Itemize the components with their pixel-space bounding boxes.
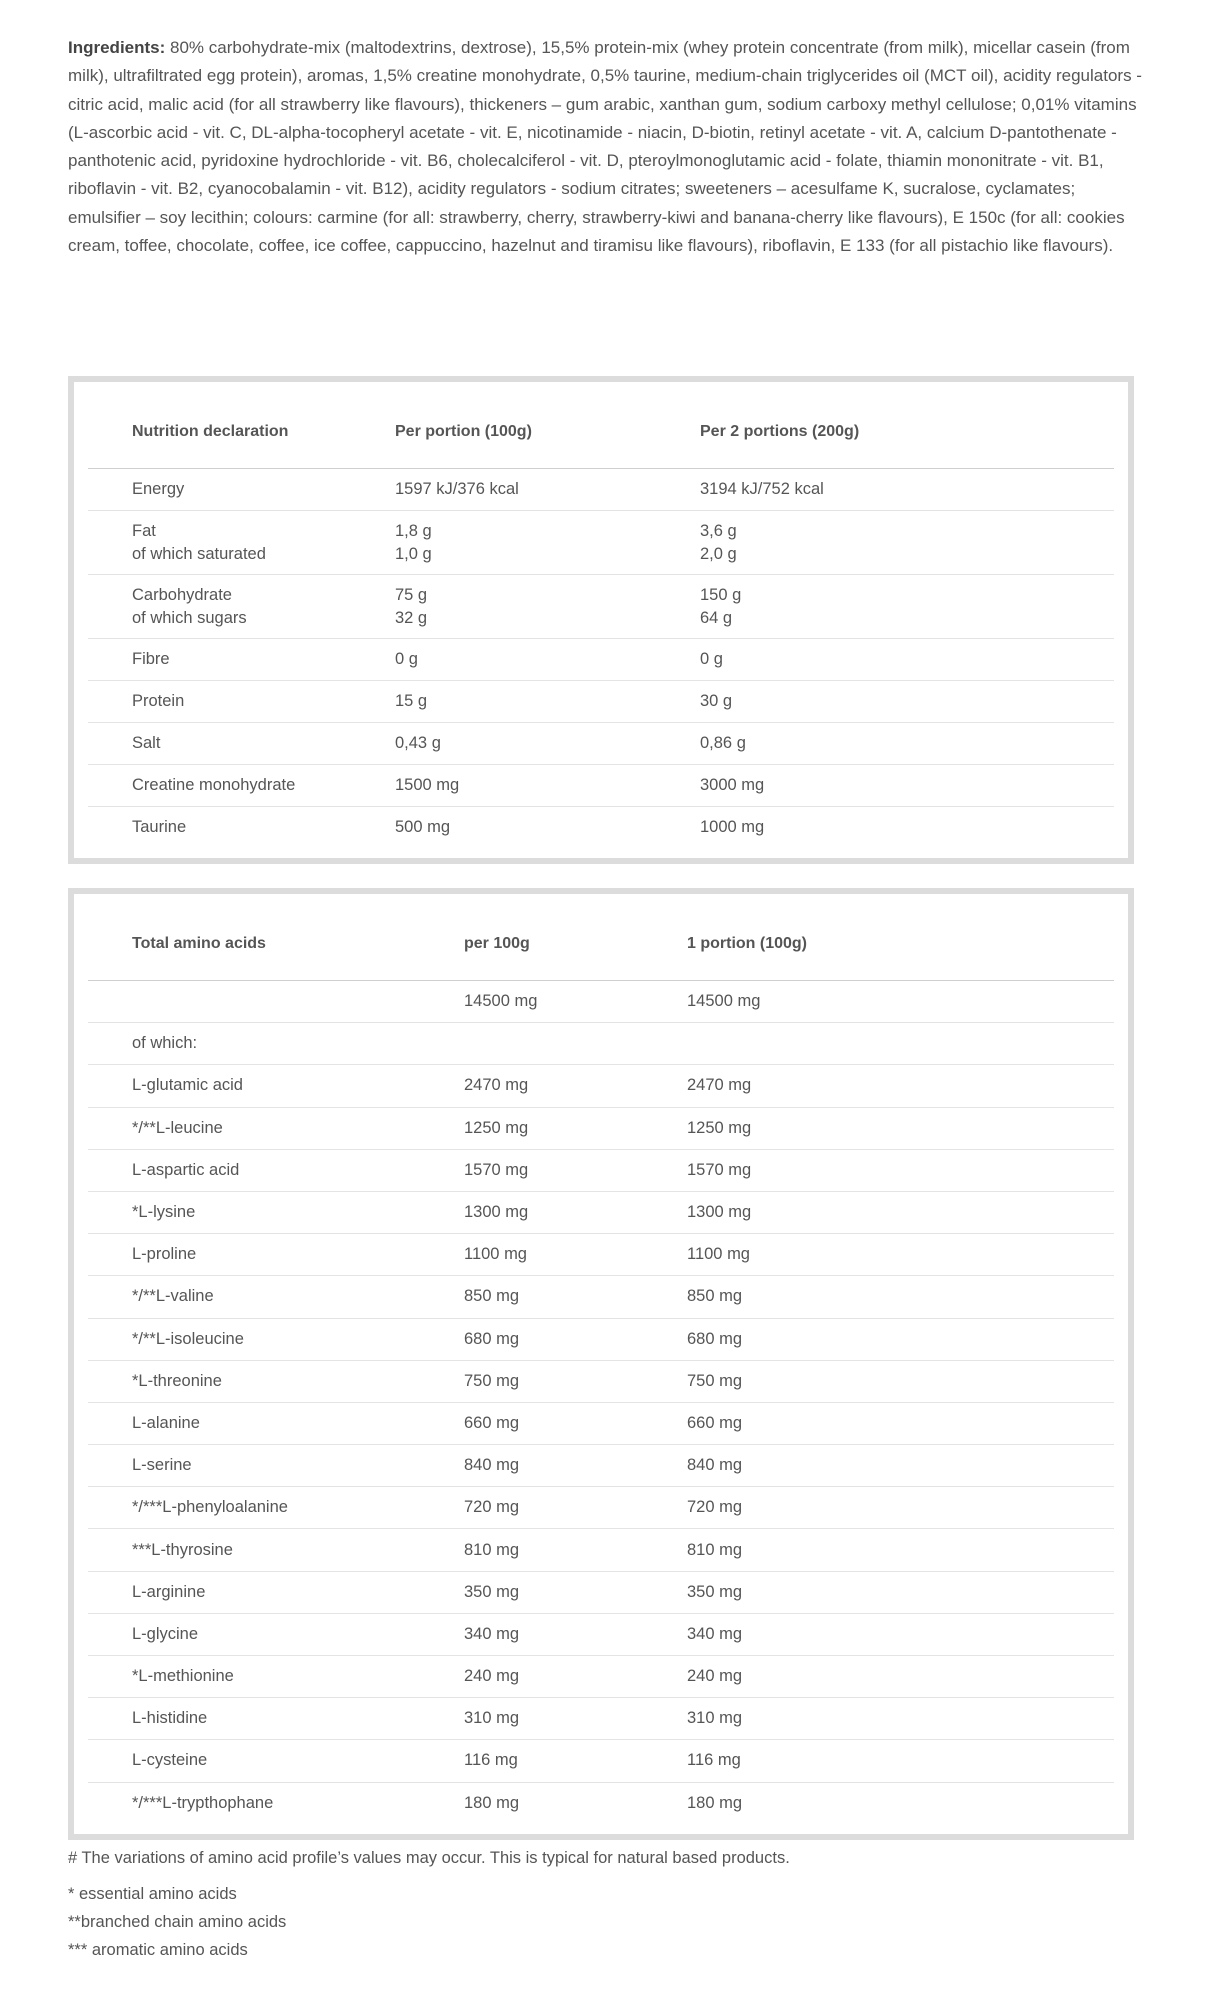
nutrition-row	[88, 765, 1114, 807]
amino-name-value: of which:	[132, 1034, 198, 1053]
amino-name	[88, 1529, 464, 1571]
amino-row	[88, 1023, 1114, 1065]
amino-name	[88, 1613, 464, 1655]
amino-per-100g-value-value: 840 mg	[464, 1456, 520, 1475]
amino-row	[88, 981, 1114, 1023]
amino-per-100g-value	[464, 1107, 687, 1149]
amino-name	[88, 1402, 464, 1444]
nutrition-panel	[68, 376, 1134, 864]
nutrition-header-declaration: Nutrition declaration	[88, 396, 395, 469]
per-2-portions-value	[700, 639, 1114, 681]
amino-portion-value	[687, 1149, 1114, 1191]
nutrition-header-per-portion: Per portion (100g)	[395, 396, 700, 469]
per-portion-value-value: 0 g	[395, 650, 418, 668]
amino-name-value: L-histidine	[132, 1709, 208, 1728]
amino-name-value: L-cysteine	[132, 1751, 208, 1770]
per-portion-value	[395, 723, 700, 765]
amino-per-100g-value	[464, 1529, 687, 1571]
per-portion-value	[395, 681, 700, 723]
amino-name	[88, 1149, 464, 1191]
per-portion-value	[395, 765, 700, 807]
amino-name	[88, 1107, 464, 1149]
per-2-portions-value-sub-value: 2,0 g	[700, 544, 737, 563]
amino-row	[88, 1782, 1114, 1824]
amino-row	[88, 1318, 1114, 1360]
amino-portion-value	[687, 1445, 1114, 1487]
amino-name	[88, 981, 464, 1023]
amino-portion-value-value: 1570 mg	[687, 1160, 752, 1179]
amino-per-100g-value	[464, 1402, 687, 1444]
amino-row	[88, 1276, 1114, 1318]
amino-portion-value-value: 240 mg	[687, 1667, 743, 1686]
amino-portion-value-value: 14500 mg	[687, 992, 761, 1011]
nutrient-name	[88, 469, 395, 511]
amino-per-100g-value-value: 116 mg	[464, 1751, 518, 1770]
nutrient-name-value: Taurine	[132, 818, 187, 836]
amino-name	[88, 1656, 464, 1698]
amino-portion-value-value: 680 mg	[687, 1329, 743, 1348]
amino-per-100g-value-value: 240 mg	[464, 1667, 520, 1686]
amino-name-value: L-alanine	[132, 1413, 200, 1432]
amino-row	[88, 1445, 1114, 1487]
nutrient-name-value: Carbohydrate	[132, 585, 232, 604]
per-portion-value-value: 1,8 g	[395, 521, 432, 540]
amino-portion-value-value: 1300 mg	[687, 1203, 752, 1222]
amino-portion-value	[687, 1571, 1114, 1613]
amino-per-100g-value-value: 750 mg	[464, 1371, 520, 1390]
amino-name-value: */**L-valine	[132, 1287, 214, 1306]
nutrient-name-value: Creatine monohydrate	[132, 776, 296, 794]
nutrition-body	[88, 469, 1114, 849]
amino-per-100g-value-value: 340 mg	[464, 1624, 520, 1643]
nutrition-row	[88, 639, 1114, 681]
per-2-portions-value-value: 3,6 g	[700, 521, 737, 540]
per-2-portions-value-sub-value: 64 g	[700, 608, 733, 627]
amino-portion-value-value: 810 mg	[687, 1540, 743, 1559]
per-2-portions-value-value: 150 g	[700, 585, 742, 604]
amino-header-total: Total amino acids	[88, 908, 464, 981]
nutrition-row	[88, 723, 1114, 765]
amino-per-100g-value	[464, 1445, 687, 1487]
amino-name-value: ***L-thyrosine	[132, 1540, 233, 1559]
amino-per-100g-value	[464, 1656, 687, 1698]
nutrition-header-per-2-portions: Per 2 portions (200g)	[700, 396, 1114, 469]
amino-name-value: *L-threonine	[132, 1371, 222, 1390]
per-portion-value	[395, 469, 700, 511]
amino-name	[88, 1234, 464, 1276]
amino-per-100g-value-value: 680 mg	[464, 1329, 520, 1348]
amino-per-100g-value	[464, 1613, 687, 1655]
amino-name-value: L-proline	[132, 1245, 197, 1264]
amino-portion-value-value: 840 mg	[687, 1456, 743, 1475]
per-portion-value	[395, 639, 700, 681]
amino-portion-value-value: 750 mg	[687, 1371, 743, 1390]
amino-per-100g-value	[464, 1065, 687, 1107]
nutrition-table	[88, 396, 1114, 848]
amino-header-portion: 1 portion (100g)	[687, 908, 1114, 981]
nutrient-name-value: Energy	[132, 480, 185, 498]
amino-name-value: L-serine	[132, 1456, 192, 1475]
amino-portion-value	[687, 1613, 1114, 1655]
amino-row	[88, 1360, 1114, 1402]
amino-portion-value-value: 660 mg	[687, 1413, 743, 1432]
amino-row	[88, 1234, 1114, 1276]
nutrient-name	[88, 575, 395, 639]
amino-name	[88, 1276, 464, 1318]
amino-portion-value	[687, 1234, 1114, 1276]
nutrient-name-value: Fat	[132, 521, 156, 540]
per-2-portions-value-value: 3000 mg	[700, 776, 765, 794]
nutrition-row	[88, 469, 1114, 511]
per-2-portions-value-value: 0 g	[700, 650, 723, 668]
amino-per-100g-value-value: 1250 mg	[464, 1118, 529, 1137]
amino-per-100g-value	[464, 1571, 687, 1613]
amino-per-100g-value-value: 14500 mg	[464, 992, 538, 1011]
nutrient-name-value: Protein	[132, 692, 185, 710]
per-portion-value-value: 1500 mg	[395, 776, 460, 794]
amino-portion-value	[687, 1782, 1114, 1824]
amino-name-value: *L-methionine	[132, 1667, 234, 1686]
amino-row	[88, 1191, 1114, 1233]
amino-name	[88, 1318, 464, 1360]
amino-per-100g-value	[464, 1740, 687, 1782]
per-2-portions-value	[700, 681, 1114, 723]
per-portion-value-value: 75 g	[395, 585, 428, 604]
amino-name-value: */**L-isoleucine	[132, 1329, 244, 1348]
amino-name	[88, 1740, 464, 1782]
amino-portion-value	[687, 1698, 1114, 1740]
amino-row	[88, 1402, 1114, 1444]
nutrient-name	[88, 511, 395, 575]
per-2-portions-value	[700, 807, 1114, 849]
amino-per-100g-value	[464, 1276, 687, 1318]
amino-header-row	[88, 908, 1114, 981]
variation-note: # The variations of amino acid profile’s values may occur. This is typical for natural based products.	[68, 1849, 790, 1867]
amino-per-100g-value-value: 810 mg	[464, 1540, 520, 1559]
amino-row	[88, 1571, 1114, 1613]
amino-name-value: L-arginine	[132, 1582, 206, 1601]
amino-per-100g-value-value: 1100 mg	[464, 1245, 527, 1264]
amino-per-100g-value-value: 350 mg	[464, 1582, 520, 1601]
per-2-portions-value-value: 3194 kJ/752 kcal	[700, 480, 824, 498]
aromatic-note: *** aromatic amino acids	[68, 1941, 248, 1959]
amino-row	[88, 1149, 1114, 1191]
nutrient-name	[88, 807, 395, 849]
amino-name-value: */**L-leucine	[132, 1118, 223, 1137]
amino-portion-value-value: 180 mg	[687, 1793, 743, 1812]
nutrient-name-sub-value: of which sugars	[132, 608, 247, 627]
amino-portion-value	[687, 1402, 1114, 1444]
amino-per-100g-value-value: 720 mg	[464, 1498, 520, 1517]
per-portion-value	[395, 511, 700, 575]
amino-row	[88, 1740, 1114, 1782]
amino-row	[88, 1613, 1114, 1655]
per-2-portions-value	[700, 575, 1114, 639]
nutrition-row	[88, 807, 1114, 849]
amino-name	[88, 1571, 464, 1613]
nutrition-header-row	[88, 396, 1114, 469]
per-portion-value-value: 500 mg	[395, 818, 451, 836]
amino-table	[88, 908, 1114, 1824]
per-portion-value-value: 1597 kJ/376 kcal	[395, 480, 519, 498]
amino-per-100g-value-value: 180 mg	[464, 1793, 520, 1812]
amino-header-per-100g: per 100g	[464, 908, 687, 981]
amino-portion-value	[687, 1487, 1114, 1529]
amino-portion-value	[687, 1360, 1114, 1402]
amino-portion-value-value: 310 mg	[687, 1709, 743, 1728]
amino-portion-value-value: 116 mg	[687, 1751, 741, 1770]
amino-name	[88, 1445, 464, 1487]
amino-per-100g-value-value: 310 mg	[464, 1709, 520, 1728]
amino-name-value: L-aspartic acid	[132, 1160, 240, 1179]
amino-portion-value	[687, 1065, 1114, 1107]
amino-per-100g-value	[464, 1149, 687, 1191]
nutrition-row	[88, 511, 1114, 575]
nutrient-name	[88, 681, 395, 723]
amino-row	[88, 1698, 1114, 1740]
per-2-portions-value-value: 0,86 g	[700, 734, 746, 752]
nutrient-name-value: Salt	[132, 734, 161, 752]
amino-per-100g-value	[464, 1360, 687, 1402]
amino-per-100g-value-value: 660 mg	[464, 1413, 520, 1432]
amino-portion-value	[687, 1529, 1114, 1571]
amino-row	[88, 1529, 1114, 1571]
branched-note: **branched chain amino acids	[68, 1913, 287, 1931]
amino-portion-value-value: 720 mg	[687, 1498, 743, 1517]
per-portion-value-value: 0,43 g	[395, 734, 441, 752]
amino-per-100g-value	[464, 1782, 687, 1824]
per-portion-value	[395, 575, 700, 639]
amino-row	[88, 1107, 1114, 1149]
amino-row	[88, 1656, 1114, 1698]
amino-name-value: *L-lysine	[132, 1203, 196, 1222]
ingredients-label: Ingredients:	[68, 38, 166, 57]
amino-portion-value-value: 1100 mg	[687, 1245, 750, 1264]
amino-name-value: */***L-phenyloalanine	[132, 1498, 288, 1517]
nutrition-row	[88, 575, 1114, 639]
amino-name	[88, 1360, 464, 1402]
amino-per-100g-value	[464, 1487, 687, 1529]
per-2-portions-value	[700, 469, 1114, 511]
amino-portion-value	[687, 1276, 1114, 1318]
per-2-portions-value	[700, 723, 1114, 765]
amino-portion-value	[687, 1318, 1114, 1360]
ingredients-paragraph	[68, 34, 1148, 260]
amino-portion-value-value: 1250 mg	[687, 1118, 752, 1137]
per-portion-value-value: 15 g	[395, 692, 428, 710]
amino-name-value: L-glycine	[132, 1624, 199, 1643]
nutrient-name	[88, 723, 395, 765]
per-2-portions-value-value: 30 g	[700, 692, 733, 710]
amino-per-100g-value-value: 1570 mg	[464, 1160, 529, 1179]
amino-portion-value	[687, 1656, 1114, 1698]
amino-portion-value	[687, 1023, 1114, 1065]
amino-per-100g-value-value: 1300 mg	[464, 1203, 529, 1222]
ingredients-text: 80% carbohydrate-mix (maltodextrins, dextrose), 15,5% protein-mix (whey protein concentrate (from milk), micellar casein (from milk), ultrafiltrated egg protein), aromas, 1,5% creatine monohydrate, 0,5% taurine, medium-chain triglycerides oil (MCT oil), acidity regulators - citric acid, malic acid (for all strawberry like flavours), thickeners – gum arabic, xanthan gum, sodium carboxy methyl cellulose; 0,01% vitamins (L-ascorbic acid - vit. C, DL-alpha-tocopheryl acetate - vit. E, nicotinamide - niacin, D-biotin, retinyl acetate - vit. A, calcium D-pantothenate - panthotenic acid, pyridoxine hydrochloride - vit. B6, cholecalciferol - vit. D, pteroylmonoglutamic acid - folate, thiamin mononitrate - vit. B1, riboflavin - vit. B2, cyanocobalamin - vit. B12), acidity regulators - sodium citrates; sweeteners – acesulfame K, sucralose, cyclamates; emulsifier – soy lecithin; colours: carmine (for all: strawberry, cherry, strawberry-kiwi and banana-cherry like flavours), E 150c (for all: cookies cream, toffee, chocolate, coffee, ice coffee, cappuccino, hazelnut and tiramisu like flavours), riboflavin, E 133 (for all pistachio like flavours).	[68, 38, 1142, 256]
per-2-portions-value-value: 1000 mg	[700, 818, 765, 836]
amino-name	[88, 1023, 464, 1065]
amino-name	[88, 1191, 464, 1233]
amino-per-100g-value	[464, 1318, 687, 1360]
amino-name-value: L-glutamic acid	[132, 1076, 243, 1095]
amino-per-100g-value	[464, 1191, 687, 1233]
amino-portion-value-value: 2470 mg	[687, 1076, 752, 1095]
amino-portion-value-value: 340 mg	[687, 1624, 743, 1643]
amino-row	[88, 1487, 1114, 1529]
amino-name	[88, 1065, 464, 1107]
nutrient-name-value: Fibre	[132, 650, 170, 668]
nutrient-name-sub-value: of which saturated	[132, 544, 266, 563]
per-2-portions-value	[700, 765, 1114, 807]
nutrient-name	[88, 765, 395, 807]
amino-name	[88, 1487, 464, 1529]
per-portion-value-sub-value: 1,0 g	[395, 544, 432, 563]
amino-per-100g-value	[464, 1234, 687, 1276]
essential-note: * essential amino acids	[68, 1885, 237, 1903]
amino-body	[88, 981, 1114, 1824]
amino-portion-value	[687, 1107, 1114, 1149]
per-2-portions-value	[700, 511, 1114, 575]
amino-portion-value	[687, 1740, 1114, 1782]
amino-row	[88, 1065, 1114, 1107]
amino-portion-value	[687, 1191, 1114, 1233]
amino-portion-value	[687, 981, 1114, 1023]
amino-per-100g-value	[464, 981, 687, 1023]
amino-portion-value-value: 350 mg	[687, 1582, 743, 1601]
amino-portion-value-value: 850 mg	[687, 1287, 743, 1306]
amino-per-100g-value	[464, 1023, 687, 1065]
per-portion-value-sub-value: 32 g	[395, 608, 428, 627]
per-portion-value	[395, 807, 700, 849]
amino-per-100g-value	[464, 1698, 687, 1740]
amino-per-100g-value-value: 2470 mg	[464, 1076, 529, 1095]
amino-per-100g-value-value: 850 mg	[464, 1287, 520, 1306]
nutrient-name	[88, 639, 395, 681]
nutrition-row	[88, 681, 1114, 723]
amino-name	[88, 1698, 464, 1740]
amino-name-value: */***L-trypthophane	[132, 1793, 274, 1812]
amino-name	[88, 1782, 464, 1824]
footnotes	[68, 1844, 790, 1964]
amino-panel	[68, 888, 1134, 1840]
